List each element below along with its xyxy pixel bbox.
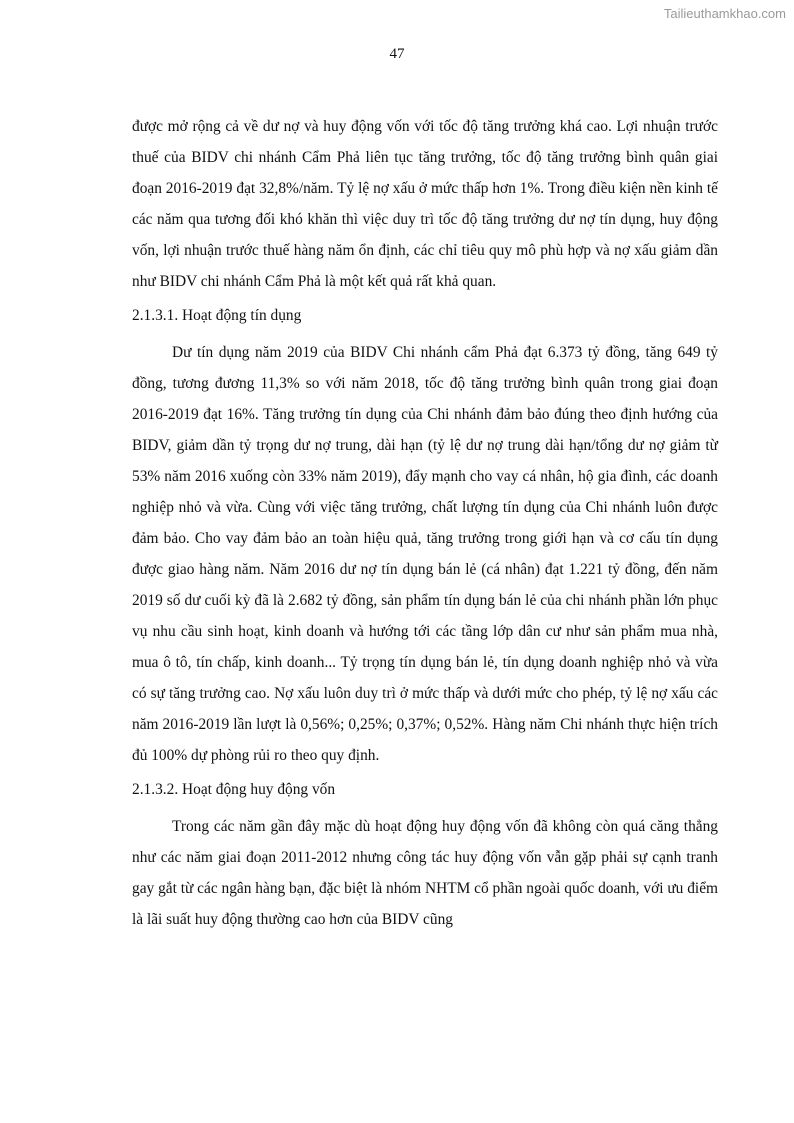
paragraph-deposits: Trong các năm gần đây mặc dù hoạt động huy động vốn đã không còn quá căng thẳng như các năm giai đoạn 2011-2012 nhưng công tác huy động vốn vẫn gặp phải sự cạnh tranh gay gắt từ các ngân hàng bạn, đặc biệt là nhóm NHTM cổ phần ngoài quốc doanh, với ưu điểm là lãi suất huy động thường cao hơn của BIDV cũng	[132, 818, 718, 928]
page-number: 47	[389, 46, 405, 62]
watermark: Tailieuthamkhao.com	[663, 6, 786, 21]
paragraph-credit: Dư tín dụng năm 2019 của BIDV Chi nhánh cẩm Phả đạt 6.373 tỷ đồng, tăng 649 tỷ đồng, tương đương 11,3% so với năm 2018, tốc độ tăng trưởng bình quân trong giai đoạn 2016-2019 đạt 16%. Tăng trưởng tín dụng của Chi nhánh đảm bảo đúng theo định hướng của BIDV, giảm dần tỷ trọng dư nợ trung, dài hạn (tỷ lệ dư nợ trung dài hạn/tổng dư nợ giảm từ 53% năm 2016 xuống còn 33% năm 2019), đẩy mạnh cho vay cá nhân, hộ gia đình, các doanh nghiệp nhỏ và vừa. Cùng với việc tăng trưởng, chất lượng tín dụng của Chi nhánh luôn được đảm bảo. Cho vay đảm bảo an toàn hiệu quả, tăng trưởng trong giới hạn và cơ cấu tín dụng được giao hàng năm. Năm 2016 dư nợ tín dụng bán lẻ (cá nhân) đạt 1.221 tỷ đồng, đến năm 2019 số dư cuối kỳ đã là 2.682 tỷ đồng, sản phẩm tín dụng bán lẻ của chi nhánh phần lớn phục vụ nhu cầu sinh hoạt, kinh doanh và hướng tới các tầng lớp dân cư như sản phẩm mua nhà, mua ô tô, tín chấp, kinh doanh... Tỷ trọng tín dụng bán lẻ, tín dụng doanh nghiệp nhỏ và vừa có sự tăng trưởng cao. Nợ xấu luôn duy trì ở mức thấp và dưới mức cho phép, tỷ lệ nợ xấu các năm 2016-2019 lần lượt là 0,56%; 0,25%; 0,37%; 0,52%. Hàng năm Chi nhánh thực hiện trích đủ 100% dự phòng rủi ro theo quy định.	[132, 344, 718, 764]
document-body	[132, 111, 718, 935]
section-heading-deposits: 2.1.3.2. Hoạt động huy động vốn	[132, 781, 336, 798]
paragraph-intro: được mở rộng cả về dư nợ và huy động vốn với tốc độ tăng trưởng khá cao. Lợi nhuận trước thuế của BIDV chi nhánh Cẩm Phả liên tục tăng trưởng, tốc độ tăng trưởng bình quân giai đoạn 2016-2019 đạt 32,8%/năm. Tỷ lệ nợ xấu ở mức thấp hơn 1%. Trong điều kiện nền kinh tế các năm qua tương đối khó khăn thì việc duy trì tốc độ tăng trưởng dư nợ tín dụng, huy động vốn, lợi nhuận trước thuế hàng năm ổn định, các chỉ tiêu quy mô phù hợp và nợ xấu giảm dần như BIDV chi nhánh Cẩm Phả là một kết quả rất khả quan.	[132, 118, 718, 290]
section-heading-credit: 2.1.3.1. Hoạt động tín dụng	[132, 307, 302, 324]
